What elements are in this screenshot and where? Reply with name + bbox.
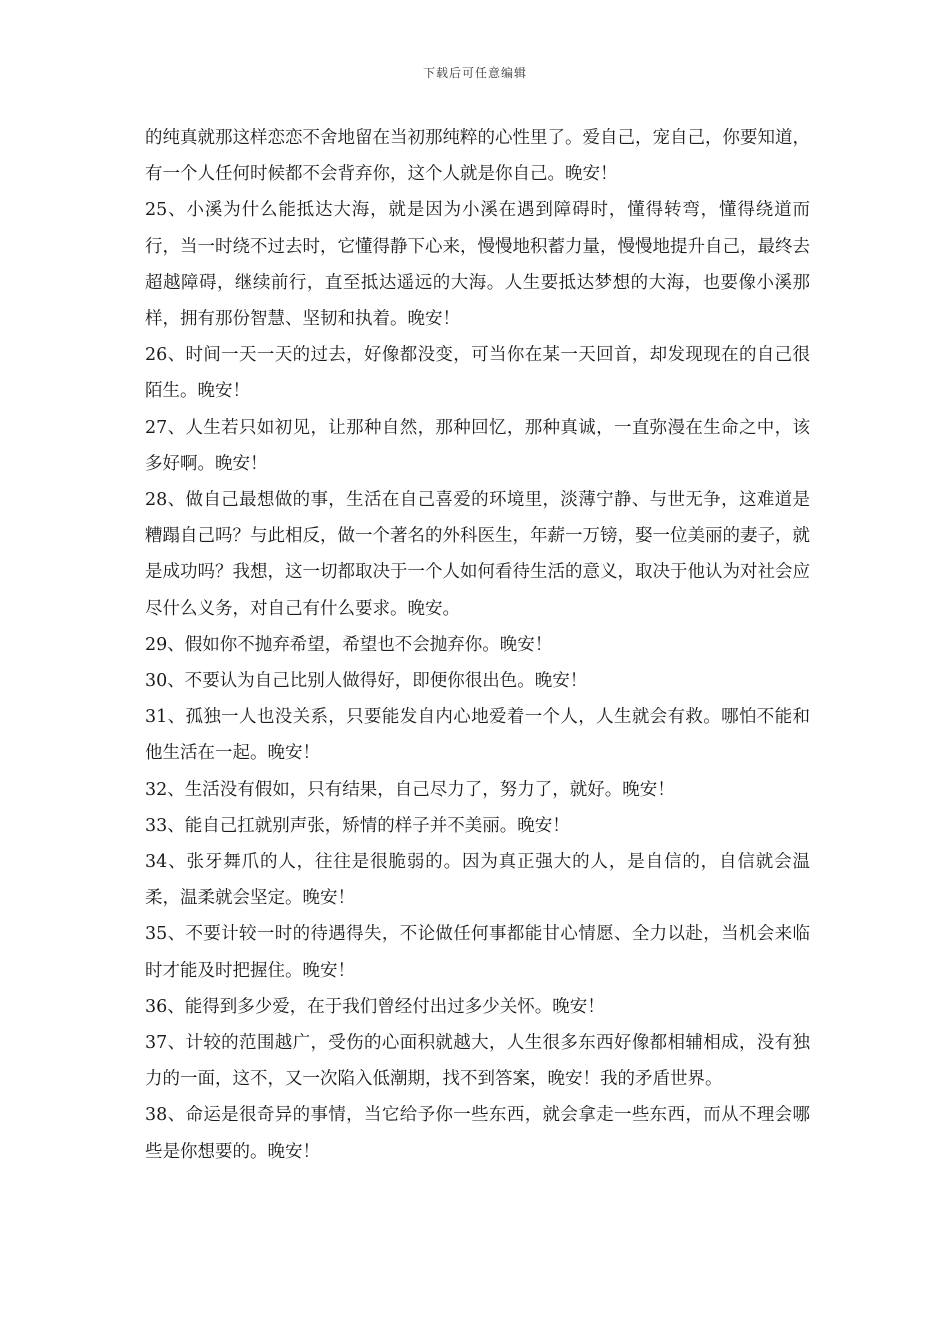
paragraph-27: 27、人生若只如初见，让那种自然，那种回忆，那种真诚，一直弥漫在生命之中，该多好啊。晚安！ [145,417,810,474]
paragraph-32: 32、生活没有假如，只有结果，自己尽力了，努力了，就好。晚安！ [145,779,675,800]
paragraph-33: 33、能自己扛就别声张，矫情的样子并不美丽。晚安！ [145,815,570,836]
paragraph-34: 34、张牙舞爪的人，往往是很脆弱的。因为真正强大的人，是自信的，自信就会温柔，温柔就会坚定。晚安！ [145,852,810,909]
paragraph-38: 38、命运是很奇异的事情，当它给予你一些东西，就会拿走一些东西，而从不理会哪些是你想要的。晚安！ [145,1105,810,1162]
paragraph-continuation: 的纯真就那这样恋恋不舍地留在当初那纯粹的心性里了。爱自己，宠自己，你要知道，有一个人任何时候都不会背弃你，这个人就是你自己。晚安！ [145,128,810,185]
paragraph-35: 35、不要计较一时的待遇得失，不论做任何事都能甘心情愿、全力以赴，当机会来临时才能及时把握住。晚安！ [145,924,810,981]
paragraph-36: 36、能得到多少爱，在于我们曾经付出过多少关怀。晚安！ [145,996,605,1017]
paragraph-31: 31、孤独一人也没关系，只要能发自内心地爱着一个人，人生就会有救。哪怕不能和他生活在一起。晚安！ [145,707,810,764]
paragraph-25: 25、小溪为什么能抵达大海，就是因为小溪在遇到障碍时，懂得转弯，懂得绕道而行，当一时绕不过去时，它懂得静下心来，慢慢地积蓄力量，慢慢地提升自己，最终去超越障碍，继续前行，直至抵达遥远的大海。人生要抵达梦想的大海，也要像小溪那样，拥有那份智慧、坚韧和执着。晚安！ [145,200,810,330]
document-body [145,120,810,1170]
paragraph-26: 26、时间一天一天的过去，好像都没变，可当你在某一天回首，却发现现在的自己很陌生。晚安！ [145,345,810,402]
page-header: 下载后可任意编辑 [422,66,527,80]
paragraph-37: 37、计较的范围越广，受伤的心面积就越大，人生很多东西好像都相辅相成，没有独力的一面，这不，又一次陷入低潮期，找不到答案，晚安！我的矛盾世界。 [145,1033,810,1090]
paragraph-28: 28、做自己最想做的事，生活在自己喜爱的环境里，淡薄宁静、与世无争，这难道是糟蹋自己吗？与此相反，做一个著名的外科医生，年薪一万镑，娶一位美丽的妻子，就是成功吗？我想，这一切都取决于一个人如何看待生活的意义，取决于他认为对社会应尽什么义务，对自己有什么要求。晚安。 [145,490,810,619]
paragraph-29: 29、假如你不抛弃希望，希望也不会抛弃你。晚安！ [145,634,553,655]
paragraph-30: 30、不要认为自己比别人做得好，即便你很出色。晚安！ [145,671,588,692]
